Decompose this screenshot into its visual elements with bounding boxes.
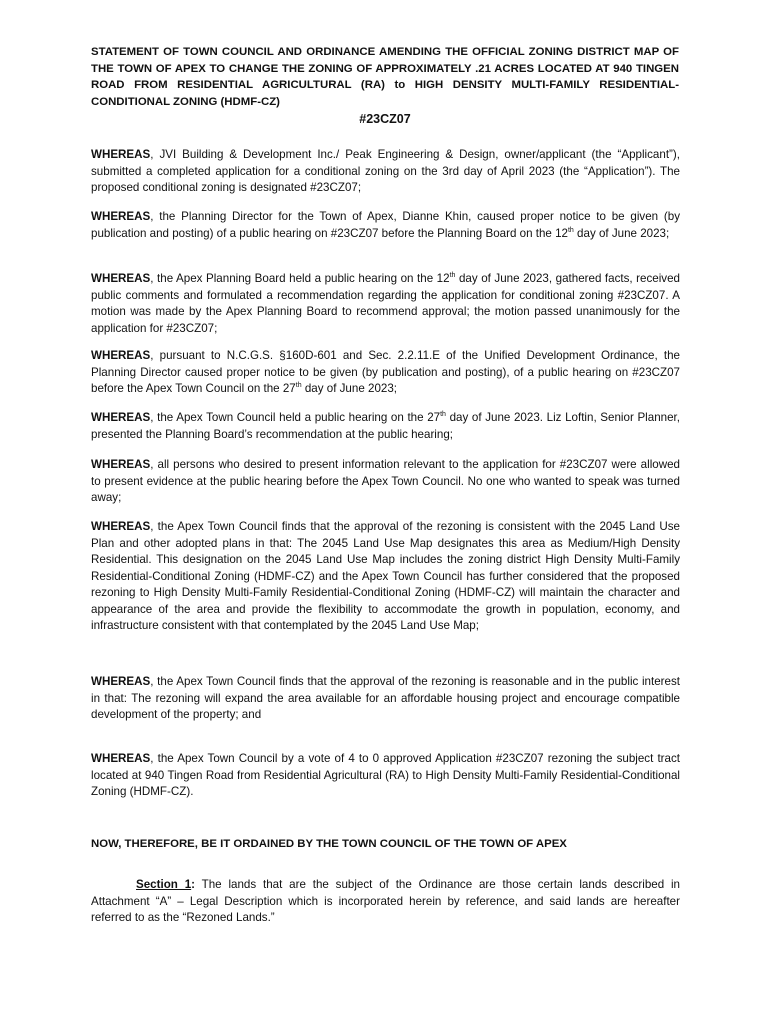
whereas-paragraph-4: WHEREAS, pursuant to N.C.G.S. §160D-601 and Sec. 2.2.11.E of the Unified Development Ordinance, the Planning Director caused proper notice to be given (by publication and posting), of a public hearing on #23CZ07 before the Apex Town Council on the 27th day of June 2023; xyxy=(91,349,680,395)
case-number: #23CZ07 xyxy=(359,112,411,126)
whereas-label: WHEREAS xyxy=(91,148,151,161)
document-title: STATEMENT OF TOWN COUNCIL AND ORDINANCE AMENDING THE OFFICIAL ZONING DISTRICT MAP OF THE TOWN OF APEX TO CHANGE THE ZONING OF APPROXIMATELY .21 ACRES LOCATED AT 940 TINGEN ROAD FROM RESIDENTIAL AGRICULTURAL (RA) to HIGH DENSITY MULTI-FAMILY RESIDENTIAL-CONDITIONAL ZONING (HDMF-CZ) xyxy=(91,46,679,108)
whereas-paragraph-2: WHEREAS, the Planning Director for the Town of Apex, Dianne Khin, caused proper notice to be given (by publication and posting) of a public hearing on #23CZ07 before the Planning Board on the 12th day of June 2023; xyxy=(91,210,680,240)
whereas-label: WHEREAS xyxy=(91,349,151,362)
section-1-label: Section 1 xyxy=(136,878,192,891)
whereas-paragraph-5: WHEREAS, the Apex Town Council held a public hearing on the 27th day of June 2023. Liz Loftin, Senior Planner, presented the Planning Board’s recommendation at the public hearing; xyxy=(91,411,680,441)
whereas-paragraph-3: WHEREAS, the Apex Planning Board held a public hearing on the 12th day of June 2023, gathered facts, received public comments and formulated a recommendation regarding the application for conditional zoning #23CZ07. A motion was made by the Apex Planning Board to recommend approval; the motion passed unanimously for the application for #23CZ07; xyxy=(91,272,680,335)
whereas-label: WHEREAS xyxy=(91,272,151,285)
whereas-paragraph-6: WHEREAS, all persons who desired to present information relevant to the application for #23CZ07 were allowed to present evidence at the public hearing before the Apex Town Council. No one who wanted to speak was turned away; xyxy=(91,458,680,504)
whereas-paragraph-8: WHEREAS, the Apex Town Council finds that the approval of the rezoning is reasonable and in the public interest in that: The rezoning will expand the area available for an affordable housing project and encourage compatible development of the property; and xyxy=(91,675,680,721)
whereas-label: WHEREAS xyxy=(91,458,151,471)
ordained-heading: NOW, THEREFORE, BE IT ORDAINED BY THE TOWN COUNCIL OF THE TOWN OF APEX xyxy=(91,838,567,850)
whereas-label: WHEREAS xyxy=(91,210,151,223)
whereas-label: WHEREAS xyxy=(91,411,151,424)
whereas-label: WHEREAS xyxy=(91,520,151,533)
whereas-label: WHEREAS xyxy=(91,752,151,765)
whereas-paragraph-7: WHEREAS, the Apex Town Council finds that the approval of the rezoning is consistent with the 2045 Land Use Plan and other adopted plans in that: The 2045 Land Use Map designates this area as Medium/High Density Residential. This designation on the 2045 Land Use Map includes the zoning district High Density Multi-Family Residential-Conditional Zoning (HDMF-CZ) and the Apex Town Council has further considered that the proposed rezoning to High Density Multi-Family Residential-Conditional Zoning (HDMF-CZ) will maintain the character and appearance of the area and provide the flexibility to accommodate the growth in population, economy, and infrastructure consistent with that contemplated by the 2045 Land Use Map; xyxy=(91,520,680,632)
section-1-paragraph: Section 1: The lands that are the subject of the Ordinance are those certain lands described in Attachment “A” – Legal Description which is incorporated herein by reference, and said lands are hereafter referred to as the “Rezoned Lands.” xyxy=(91,878,681,924)
whereas-paragraph-9: WHEREAS, the Apex Town Council by a vote of 4 to 0 approved Application #23CZ07 rezoning the subject tract located at 940 Tingen Road from Residential Agricultural (RA) to High Density Multi-Family Residential-Conditional Zoning (HDMF-CZ). xyxy=(91,752,680,798)
whereas-label: WHEREAS xyxy=(91,675,151,688)
whereas-paragraph-1: WHEREAS, JVI Building & Development Inc./ Peak Engineering & Design, owner/applicant (the “Applicant”), submitted a completed application for a conditional zoning on the 3rd day of April 2023 (the “Application”). The proposed conditional zoning is designated #23CZ07; xyxy=(91,148,680,194)
